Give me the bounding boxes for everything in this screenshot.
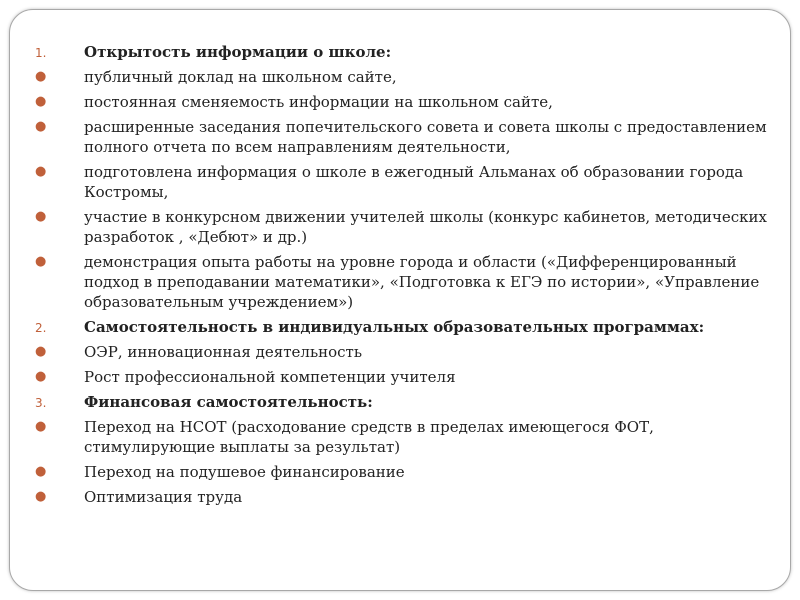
bullet-text: демонстрация опыта работы на уровне города и области («Дифференцированный подход в преподавании математики», «Подготовка к ЕГЭ по истории», «Управление образовательным учреждением»)	[84, 253, 760, 311]
bullet-text: постоянная сменяемость информации на школьном сайте,	[84, 93, 553, 111]
bullet-text: публичный доклад на школьном сайте,	[84, 68, 397, 86]
bullet-icon: ●	[35, 69, 47, 84]
bullet-text: Переход на подушевое финансирование	[84, 463, 405, 481]
list-number: 2.	[35, 321, 47, 335]
bullet-icon: ●	[35, 369, 47, 384]
bullet-icon: ●	[35, 119, 47, 134]
bullet-item	[35, 342, 770, 362]
bullet-text: Рост профессиональной компетенции учителя	[84, 368, 456, 386]
section-heading: Самостоятельность в индивидуальных образовательных программах:	[84, 318, 705, 336]
bullet-item	[35, 417, 770, 457]
bullet-text: Переход на НСОТ (расходование средств в пределах имеющегося ФОТ, стимулирующие выплаты за результат)	[84, 418, 654, 456]
bullet-item	[35, 207, 770, 247]
bullet-text: ОЭР, инновационная деятельность	[84, 343, 362, 361]
content-list	[35, 42, 770, 512]
bullet-text: участие в конкурсном движении учителей школы (конкурс кабинетов, методических разработок , «Дебют» и др.)	[84, 208, 767, 246]
bullet-icon: ●	[35, 464, 47, 479]
bullet-text: расширенные заседания попечительского совета и совета школы с предоставлением полного отчета по всем направлениям деятельности,	[84, 118, 767, 156]
bullet-icon: ●	[35, 254, 47, 269]
list-number: 1.	[35, 46, 47, 60]
bullet-icon: ●	[35, 344, 47, 359]
bullet-text: Оптимизация труда	[84, 488, 243, 506]
bullet-item	[35, 92, 770, 112]
bullet-item	[35, 162, 770, 202]
bullet-text: подготовлена информация о школе в ежегодный Альманах об образовании города Костромы,	[84, 163, 744, 201]
list-number: 3.	[35, 396, 47, 410]
bullet-item	[35, 367, 770, 387]
section-heading: Открытость информации о школе:	[84, 43, 392, 61]
section-heading-item	[35, 392, 770, 412]
bullet-icon: ●	[35, 209, 47, 224]
section-heading-item	[35, 42, 770, 62]
bullet-icon: ●	[35, 489, 47, 504]
section-heading: Финансовая самостоятельность:	[84, 393, 373, 411]
bullet-item	[35, 462, 770, 482]
bullet-item	[35, 67, 770, 87]
bullet-item	[35, 252, 770, 312]
bullet-item	[35, 487, 770, 507]
section-heading-item	[35, 317, 770, 337]
bullet-item	[35, 117, 770, 157]
bullet-icon: ●	[35, 94, 47, 109]
bullet-icon: ●	[35, 419, 47, 434]
bullet-icon: ●	[35, 164, 47, 179]
